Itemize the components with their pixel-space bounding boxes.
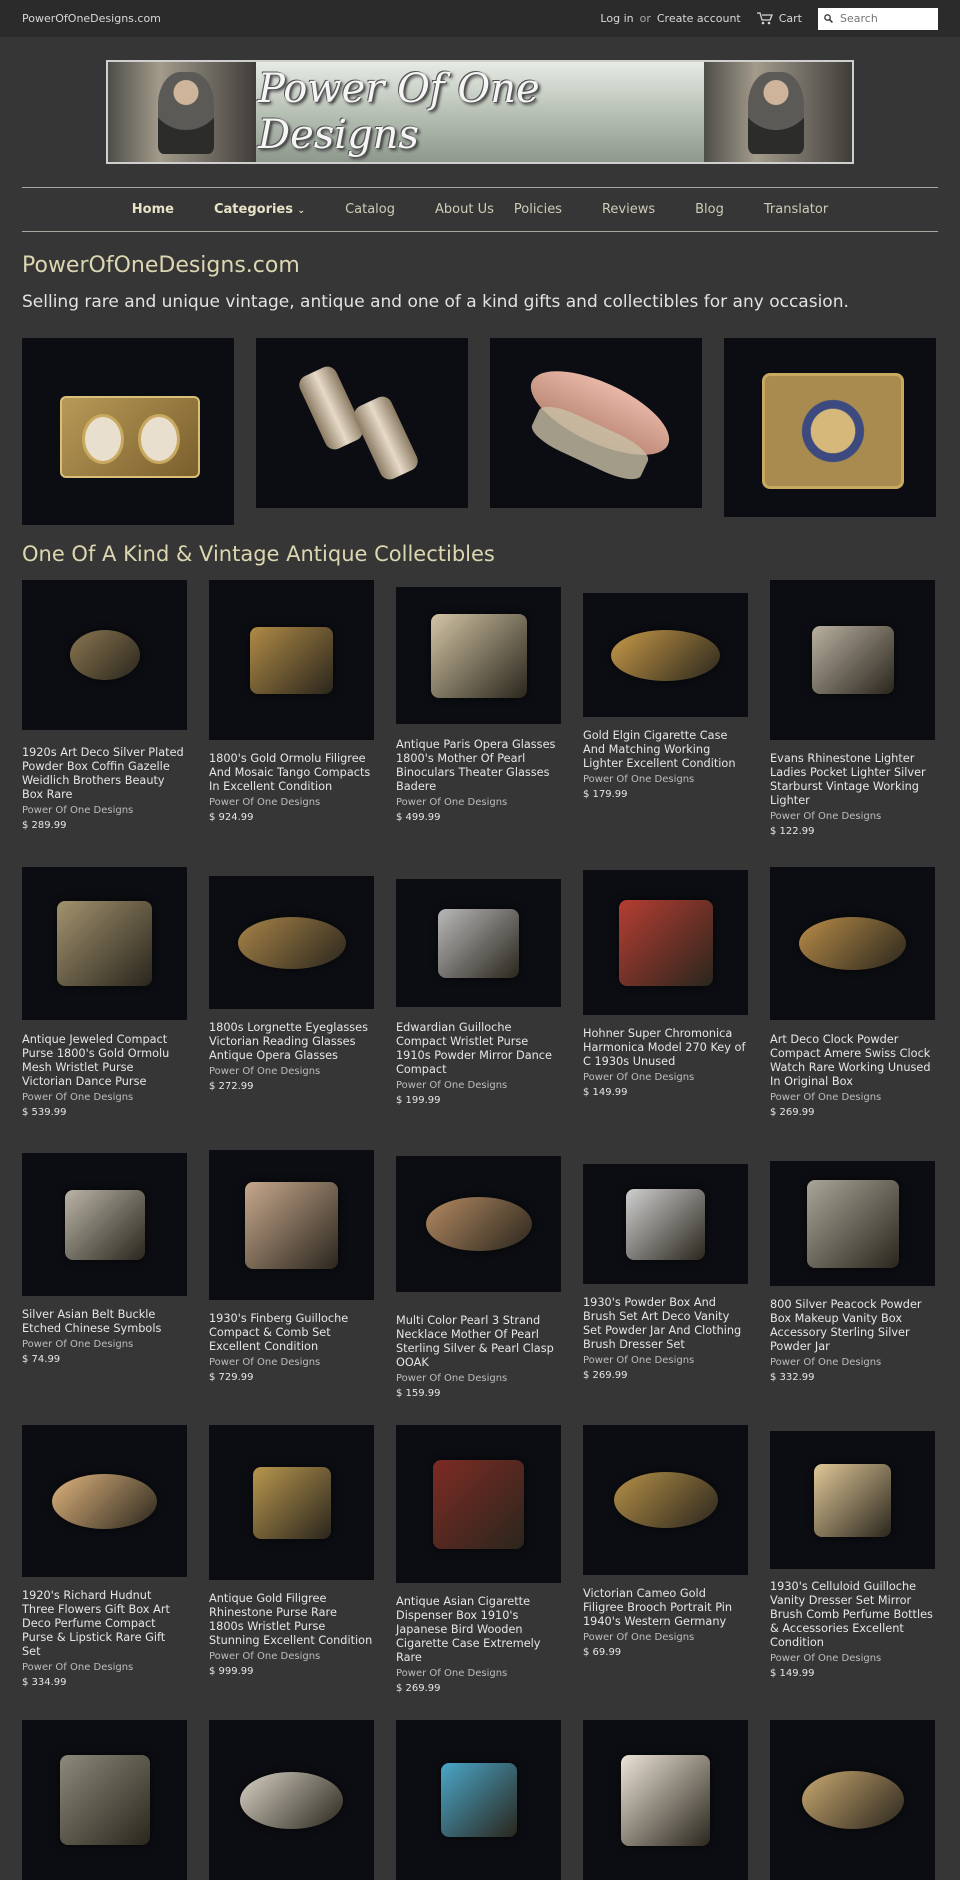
product-info [770,1292,935,1383]
product-image[interactable] [583,1164,748,1284]
product-vendor: Power Of One Designs [583,1355,695,1366]
product-price: $ 179.99 [583,789,628,800]
product-photo-object [60,1755,150,1845]
product-price: $ 539.99 [22,1107,67,1118]
product-info [209,1015,374,1092]
product-vendor: Power Of One Designs [396,797,508,808]
product-title[interactable]: Victorian Cameo Gold Filigree Brooch Portrait Pin 1940's Western Germany [583,1587,733,1628]
product-photo-object [799,917,906,970]
product-info [396,1308,561,1399]
hero-title: PowerOfOneDesigns.com [22,253,300,278]
nav-blog[interactable]: Blog [695,202,724,217]
product-info [209,1586,374,1677]
product-price: $ 122.99 [770,826,815,837]
product-image[interactable] [209,876,374,1009]
product-info [209,746,374,823]
product-photo-object [238,917,346,969]
product-photo-object [431,614,527,698]
product-vendor: Power Of One Designs [583,1072,695,1083]
product-price: $ 269.99 [583,1370,628,1381]
product-image[interactable] [770,580,935,740]
logo-banner[interactable] [106,60,854,164]
product-image[interactable] [209,1720,374,1880]
product-info [22,1583,187,1688]
banner-photo-right [704,62,852,162]
product-title[interactable]: Gold Elgin Cigarette Case And Matching Working Lighter Excellent Condition [583,729,736,770]
product-vendor: Power Of One Designs [770,1092,882,1103]
product-vendor: Power Of One Designs [22,1092,134,1103]
nav-home[interactable]: Home [131,202,174,217]
product-photo-object [626,1189,705,1260]
logo-text: Power Of One Designs [258,66,540,158]
product-info [396,1015,561,1106]
product-image[interactable] [396,587,561,724]
product-image[interactable] [22,867,187,1020]
product-title[interactable]: 800 Silver Peacock Powder Box Makeup Vanity Box Accessory Sterling Silver Powder Jar [770,1298,922,1353]
product-photo-object [614,1472,718,1528]
product-image[interactable] [770,1431,935,1569]
product-image[interactable] [770,1720,935,1880]
product-image[interactable] [396,1425,561,1583]
product-title[interactable]: Antique Paris Opera Glasses 1800's Mother Of Pearl Binoculars Theater Glasses Badere [396,738,556,793]
nav-categories[interactable] [194,202,325,217]
product-info [22,1302,187,1365]
site-name-link[interactable]: PowerOfOneDesigns.com [22,12,161,25]
product-vendor: Power Of One Designs [209,1357,321,1368]
product-photo-object [441,1763,517,1837]
featured-image[interactable] [724,338,936,517]
product-image[interactable] [22,1153,187,1296]
product-image[interactable] [22,580,187,730]
product-price: $ 999.99 [209,1666,254,1677]
product-vendor: Power Of One Designs [396,1668,508,1679]
product-info [583,723,748,800]
product-image[interactable] [22,1720,187,1880]
product-price: $ 499.99 [396,812,441,823]
product-photo-object [814,1464,891,1537]
product-title[interactable]: Antique Jeweled Compact Purse 1800's Gold Ormolu Mesh Wristlet Purse Victorian Dance Purse [22,1033,170,1088]
product-title[interactable]: 1930's Celluloid Guilloche Vanity Dresser Set Mirror Brush Comb Perfume Bottles & Accessories Excellent Condition [770,1580,933,1649]
product-title[interactable]: 1930's Finberg Guilloche Compact & Comb Set Excellent Condition [209,1312,349,1353]
chevron-down-icon: ⌄ [297,206,306,216]
product-image[interactable] [209,580,374,740]
product-vendor: Power Of One Designs [396,1373,508,1384]
product-info [396,1589,561,1694]
section-title: One Of A Kind & Vintage Antique Collectibles [22,542,495,566]
search-box [818,8,938,30]
product-price: $ 149.99 [770,1668,815,1679]
product-photo-object [253,1467,331,1539]
search-input[interactable] [838,11,932,26]
product-photo-object [802,1771,904,1829]
product-title[interactable]: Hohner Super Chromonica Harmonica Model 270 Key of C 1930s Unused [583,1027,746,1068]
product-image[interactable] [583,1425,748,1575]
product-image[interactable] [583,870,748,1015]
create-account-link[interactable]: Create account [656,12,741,25]
product-price: $ 74.99 [22,1354,61,1365]
product-info [770,746,935,837]
product-price: $ 269.99 [396,1683,441,1694]
product-vendor: Power Of One Designs [583,1632,695,1643]
product-photo-object [240,1772,343,1829]
product-info [770,1574,935,1679]
product-image[interactable] [209,1150,374,1300]
product-price: $ 69.99 [583,1647,622,1658]
product-info [583,1581,748,1658]
product-photo-object [438,909,519,978]
cart-label: Cart [778,12,802,25]
product-photo-object [65,1190,145,1260]
product-vendor: Power Of One Designs [396,1080,508,1091]
product-price: $ 269.99 [770,1107,815,1118]
product-price: $ 332.99 [770,1372,815,1383]
product-image[interactable] [209,1425,374,1580]
product-title[interactable]: Art Deco Clock Powder Compact Amere Swiss Clock Watch Rare Working Unused In Original Box [770,1033,931,1088]
product-image[interactable] [396,1156,561,1292]
login-link[interactable]: Log in [600,12,634,25]
product-price: $ 159.99 [396,1388,441,1399]
product-photo-object [433,1460,524,1549]
product-photo-object [807,1180,899,1268]
product-image[interactable] [583,1720,748,1880]
product-vendor: Power Of One Designs [22,1339,134,1350]
product-image[interactable] [396,879,561,1007]
cart-link[interactable] [757,12,802,25]
product-price: $ 149.99 [583,1087,628,1098]
product-photo-object [52,1474,157,1529]
search-icon[interactable] [824,13,833,24]
product-vendor: Power Of One Designs [770,1653,882,1664]
nav-translator[interactable]: Translator [763,202,829,217]
product-image[interactable] [770,867,935,1020]
featured-image[interactable] [22,338,234,525]
product-title[interactable]: 1930's Powder Box And Brush Set Art Deco Vanity Set Powder Jar And Clothing Brush Dresser Set [583,1296,742,1351]
product-vendor: Power Of One Designs [209,797,321,808]
product-title[interactable]: Edwardian Guilloche Compact Wristlet Purse 1910s Powder Mirror Dance Compact [396,1021,552,1076]
product-info [396,732,561,823]
product-price: $ 924.99 [209,812,254,823]
figure-image [158,72,214,154]
product-vendor: Power Of One Designs [583,774,695,785]
product-title[interactable]: Antique Gold Filigree Rhinestone Purse Rare 1800s Wristlet Purse Stunning Excellent Condition [209,1592,373,1647]
product-photo-object [70,630,140,680]
top-bar [0,0,960,37]
product-photo-object [250,627,333,694]
product-photo-object [621,1755,710,1846]
product-photo-object [619,900,713,986]
product-title[interactable]: Evans Rhinestone Lighter Ladies Pocket Lighter Silver Starburst Vintage Working Lighter [770,752,926,807]
product-info [770,1027,935,1118]
product-title[interactable]: Multi Color Pearl 3 Strand Necklace Mother Of Pearl Sterling Silver & Pearl Clasp OOAK [396,1314,554,1369]
product-info [583,1290,748,1381]
product-price: $ 334.99 [22,1677,67,1688]
product-photo-object [57,901,152,986]
product-title[interactable]: 1800's Gold Ormolu Filigree And Mosaic Tango Compacts In Excellent Condition [209,752,371,793]
featured-image[interactable] [256,338,468,508]
product-photo-object [812,626,894,694]
cart-icon [757,12,773,25]
product-price: $ 199.99 [396,1095,441,1106]
product-title[interactable]: 1920s Art Deco Silver Plated Powder Box Coffin Gazelle Weidlich Brothers Beauty Box Rare [22,746,184,801]
banner-photo-left [108,62,256,162]
product-vendor: Power Of One Designs [22,1662,134,1673]
product-info [209,1306,374,1383]
product-vendor: Power Of One Designs [770,811,882,822]
product-info [22,1027,187,1118]
product-title[interactable]: Antique Asian Cigarette Dispenser Box 1910's Japanese Bird Wooden Cigarette Case Extremely Rare [396,1595,541,1664]
product-image[interactable] [22,1425,187,1577]
nav-categories-label: Categories [213,202,293,217]
featured-image[interactable] [490,338,702,508]
nav-policies[interactable]: Policies [513,202,562,217]
account-links [600,12,740,25]
product-vendor: Power Of One Designs [770,1357,882,1368]
product-title[interactable]: Silver Asian Belt Buckle Etched Chinese Symbols [22,1308,162,1335]
product-vendor: Power Of One Designs [209,1651,321,1662]
product-photo-object [426,1197,532,1251]
product-title[interactable]: 1920's Richard Hudnut Three Flowers Gift Box Art Deco Perfume Compact Purse & Lipstick Rare Gift Set [22,1589,170,1658]
or-text: or [639,12,651,25]
product-info [22,740,187,831]
product-price: $ 729.99 [209,1372,254,1383]
product-price: $ 272.99 [209,1081,254,1092]
product-vendor: Power Of One Designs [22,805,134,816]
figure-image [748,72,804,154]
product-title[interactable]: 1800s Lorgnette Eyeglasses Victorian Reading Glasses Antique Opera Glasses [209,1021,368,1062]
product-price: $ 289.99 [22,820,67,831]
nav-about[interactable]: About Us [435,202,494,217]
hero-subtitle: Selling rare and unique vintage, antique and one of a kind gifts and collectibles for any occasion. [22,292,849,312]
product-image[interactable] [396,1720,561,1880]
product-vendor: Power Of One Designs [209,1066,321,1077]
nav-catalog[interactable]: Catalog [345,202,396,217]
product-grid [22,580,938,1875]
main-nav [22,187,938,232]
product-photo-object [611,630,720,681]
featured-images [22,338,938,528]
product-image[interactable] [583,593,748,717]
product-photo-object [245,1182,338,1269]
product-image[interactable] [770,1161,935,1286]
product-info [583,1021,748,1098]
nav-reviews[interactable]: Reviews [601,202,656,217]
